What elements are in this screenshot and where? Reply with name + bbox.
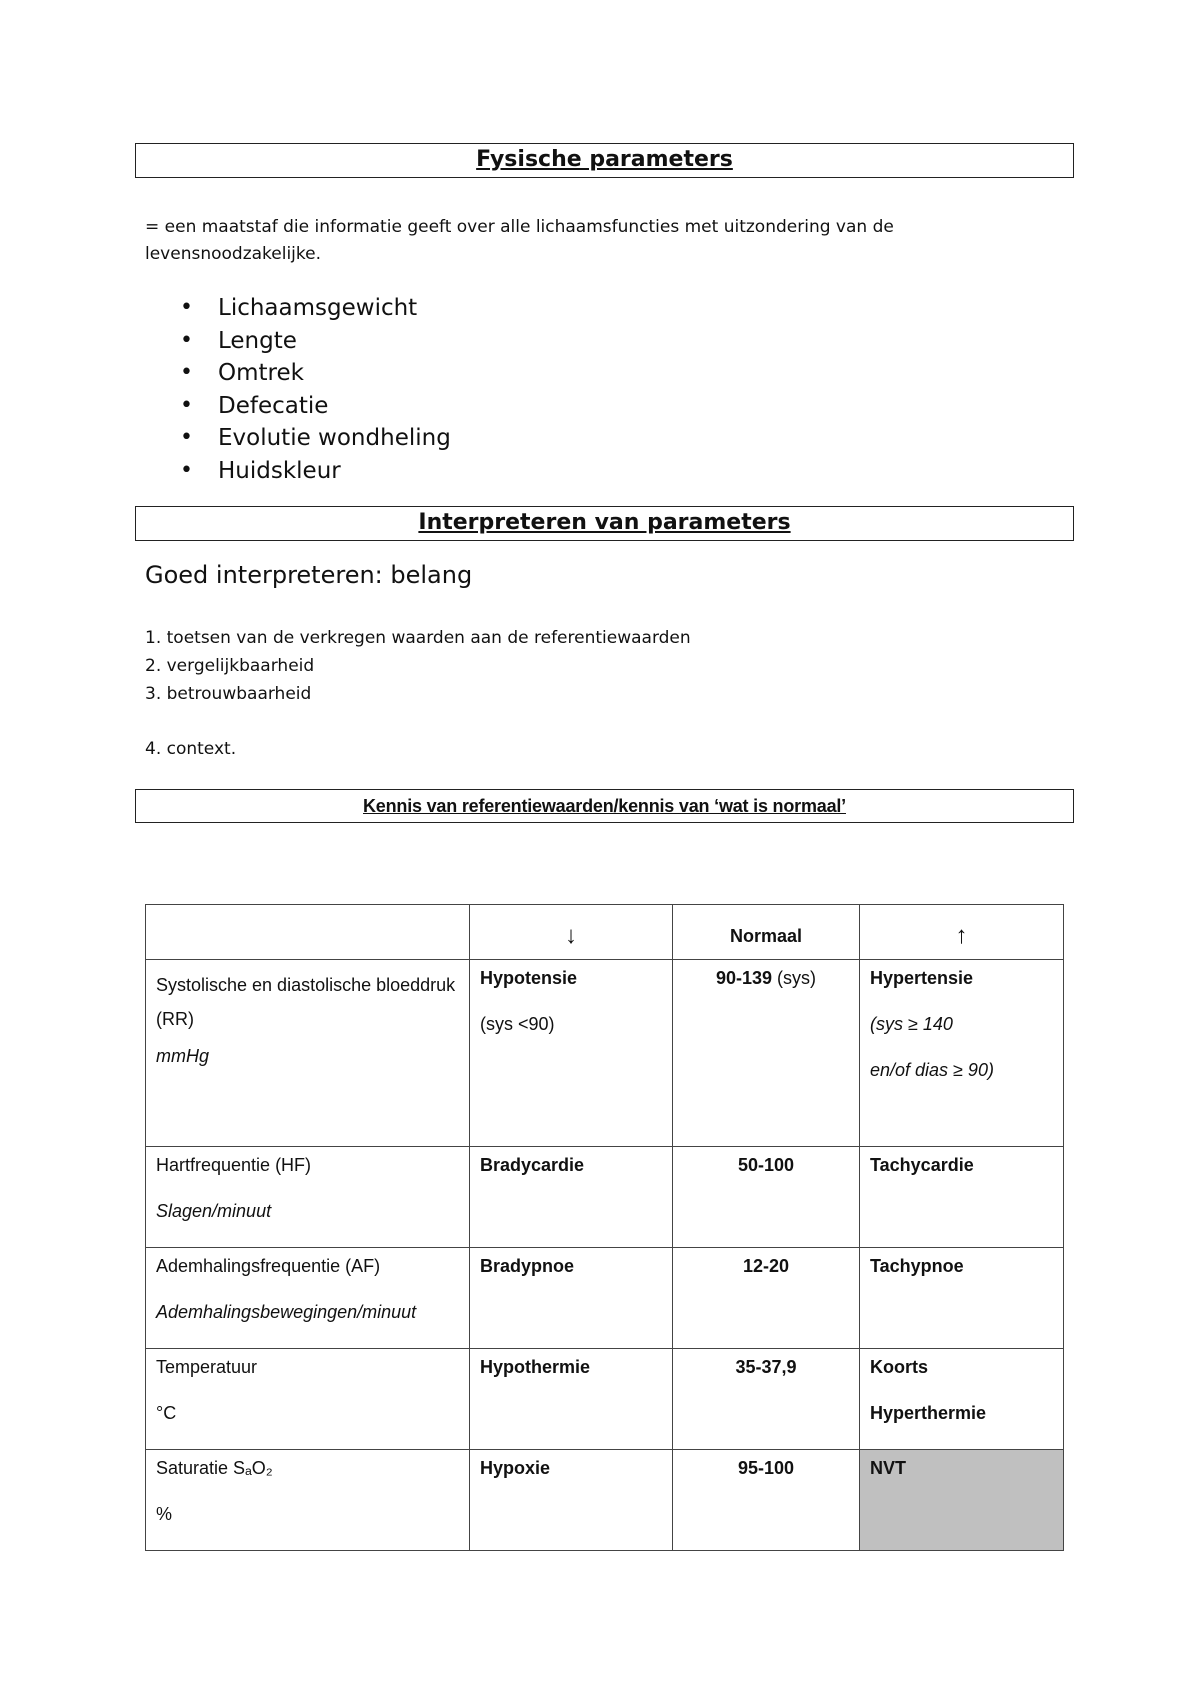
normal-cell [673,960,860,1147]
low-cell [470,960,673,1147]
numbered-list [145,624,691,763]
heading-interpreteren: Interpreteren van parameters [135,506,1074,541]
low-note: (sys <90) [480,1014,555,1034]
high-label: Hypertensie [870,968,974,988]
arrow-up-icon: ↑ [860,905,1064,960]
normal-cell [673,1147,860,1248]
header-cell-normaal: Normaal [673,905,860,960]
normal-value: 12-20 [742,1256,790,1276]
parameter-list [180,292,451,488]
high-cell [860,1147,1064,1248]
param-unit: mmHg [156,1046,209,1066]
normal-cell [673,1349,860,1450]
heading-fysische-parameters: Fysische parameters [135,143,1074,178]
low-label: Bradycardie [480,1155,585,1175]
heading-kennis-referentiewaarden: Kennis van referentiewaarden/kennis van ‘wat is normaal’ [135,789,1074,823]
low-label: Bradypnoe [480,1256,575,1276]
numbered-item: 4. context. [145,739,237,759]
param-unit: Slagen/minuut [156,1201,272,1221]
reference-values-table [145,904,1064,1551]
normal-note: (sys) [772,968,817,988]
normal-cell [673,1450,860,1551]
arrow-down-icon: ↓ [470,905,673,960]
header-cell-empty [146,905,470,960]
numbered-item: 3. betrouwbaarheid [145,684,312,704]
table-row [146,960,1064,1147]
definition-text: = een maatstaf die informatie geeft over alle lichaamsfuncties met uitzondering van de levensnoodzakelijke. [145,217,894,264]
param-cell [146,1450,470,1551]
list-item: • Omtrek [180,357,451,390]
high-label: Hyperthermie [870,1403,987,1423]
table-header-row [146,905,1064,960]
low-label: Hypoxie [480,1458,551,1478]
list-item: • Defecatie [180,390,451,423]
normal-value: 90-139 [715,968,773,988]
param-cell [146,1349,470,1450]
low-cell [470,1248,673,1349]
table-row [146,1147,1064,1248]
low-cell [470,1147,673,1248]
low-cell [470,1349,673,1450]
list-item: • Lichaamsgewicht [180,292,451,325]
list-item: • Evolutie wondheling [180,422,451,455]
param-label: Temperatuur [156,1357,258,1377]
numbered-item: 2. vergelijkbaarheid [145,656,315,676]
spacer [145,708,691,735]
param-unit: % [156,1504,173,1524]
param-unit: °C [156,1403,177,1423]
param-label: Ademhalingsfrequentie (AF) [156,1256,381,1276]
high-cell [860,1349,1064,1450]
param-cell [146,1248,470,1349]
list-item: • Lengte [180,325,451,358]
list-item: • Huidskleur [180,455,451,488]
normal-value: 35-37,9 [735,1357,797,1377]
param-label: Systolische en diastolische bloeddruk (RR) [156,975,456,1029]
param-cell [146,960,470,1147]
high-label: NVT [870,1458,906,1478]
subheading-goed-interpreteren: Goed interpreteren: belang [145,561,473,589]
high-cell [860,960,1064,1147]
normal-cell [673,1248,860,1349]
table-row [146,1450,1064,1551]
table-row [146,1349,1064,1450]
high-note: (sys ≥ 140 [870,1014,953,1034]
high-note: en/of dias ≥ 90) [870,1060,994,1080]
param-cell [146,1147,470,1248]
normal-value: 50-100 [737,1155,795,1175]
table-row [146,1248,1064,1349]
numbered-item: 1. toetsen van de verkregen waarden aan de referentiewaarden [145,628,691,648]
high-cell [860,1248,1064,1349]
low-label: Hypothermie [480,1357,591,1377]
high-label: Koorts [870,1357,928,1377]
param-unit: Ademhalingsbewegingen/minuut [156,1302,417,1322]
low-cell [470,1450,673,1551]
high-label: Tachypnoe [870,1256,964,1276]
low-label: Hypotensie [480,968,578,988]
high-cell [860,1450,1064,1551]
param-label: Saturatie SₐO₂ [156,1458,273,1478]
high-label: Tachycardie [870,1155,974,1175]
param-label: Hartfrequentie (HF) [156,1155,312,1175]
normal-value: 95-100 [737,1458,795,1478]
